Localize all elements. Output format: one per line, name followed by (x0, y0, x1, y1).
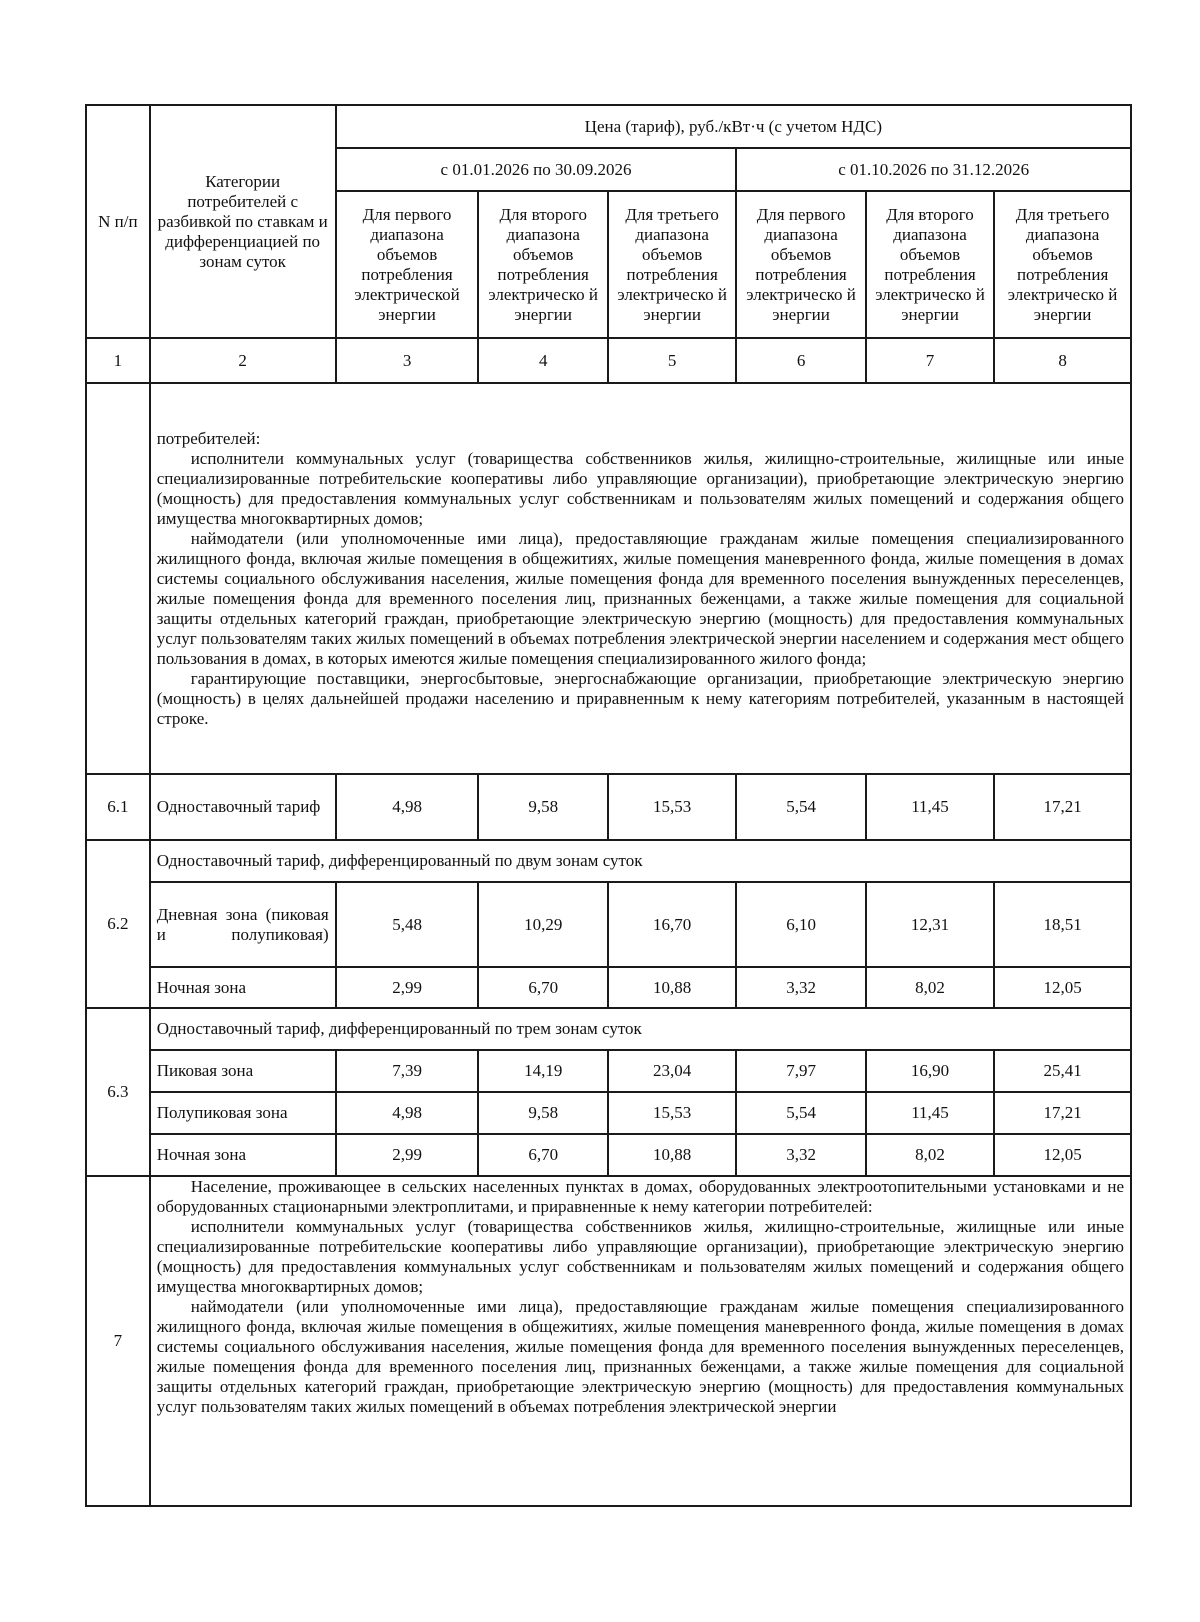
tariff-value: 11,45 (866, 1092, 994, 1134)
tariff-value: 15,53 (608, 1092, 736, 1134)
tariff-value: 8,02 (866, 1134, 994, 1176)
header-range-4: Для первого диапазона объемов потребления электрическо й энергии (736, 191, 865, 338)
tariff-value: 7,39 (336, 1050, 479, 1092)
tariff-value: 11,45 (866, 774, 994, 840)
tariff-value: 4,98 (336, 1092, 479, 1134)
tariff-value: 4,98 (336, 774, 479, 840)
tariff-value: 6,70 (478, 1134, 607, 1176)
row-num: 7 (86, 1176, 150, 1506)
row-label: Ночная зона (150, 967, 336, 1008)
tariff-value: 17,21 (994, 1092, 1131, 1134)
section-6-lead: потребителей: (156, 428, 261, 448)
column-index: 6 (736, 338, 865, 383)
row-label: Дневная зона (пиковая и полупиковая) (150, 882, 336, 967)
tariff-value: 23,04 (608, 1050, 736, 1092)
row-subtitle: Одноставочный тариф, дифференцированный по трем зонам суток (150, 1008, 1131, 1050)
row-num: 6.2 (86, 840, 150, 1008)
tariff-value: 5,48 (336, 882, 479, 967)
column-index: 5 (608, 338, 736, 383)
tariff-value: 16,90 (866, 1050, 994, 1092)
section-6-description (150, 383, 1131, 774)
header-range-5: Для второго диапазона объемов потребления электрическо й энергии (866, 191, 994, 338)
tariff-value: 18,51 (994, 882, 1131, 967)
header-period-1: с 01.01.2026 по 30.09.2026 (336, 148, 737, 191)
tariff-value: 16,70 (608, 882, 736, 967)
section-6-num-cell (86, 383, 150, 774)
tariff-value: 12,05 (994, 1134, 1131, 1176)
tariff-value: 12,05 (994, 967, 1131, 1008)
row-num: 6.3 (86, 1008, 150, 1176)
row-subtitle: Одноставочный тариф, дифференцированный по двум зонам суток (150, 840, 1131, 882)
tariff-value: 10,88 (608, 1134, 736, 1176)
header-category: Категории потребителей с разбивкой по ставкам и дифференциацией по зонам суток (150, 105, 336, 338)
tariff-value: 2,99 (336, 967, 479, 1008)
section-7-paragraph: исполнители коммунальных услуг (товарищества собственников жилья, жилищно-строительные, жилищные или иные специализированные потребительские кооперативы либо управляющие организации), приобретающие электрическую энергию (мощность) для предоставления коммунальных услуг собственникам и пользователям жилых помещений и содержания общего имущества многоквартирных домов; (156, 1217, 1124, 1296)
section-6-paragraph: наймодатели (или уполномоченные ими лица), предоставляющие гражданам жилые помещения специализированного жилищного фонда, включая жилые помещения в общежитиях, жилые помещения маневренного фонда, жилые помещения в домах системы социального обслуживания населения, жилые помещения фонда для временного поселения вынужденных переселенцев, жилые помещения фонда для временного поселения лиц, признанных беженцами, а также жилые помещения для социальной защиты отдельных категорий граждан, приобретающие электрическую энергию (мощность) для предоставления коммунальных услуг пользователям таких жилых помещений в объемах потребления электрической энергии населением и содержания мест общего пользования в домах, в которых имеются жилые помещения специализированного жилого фонда; (156, 528, 1124, 668)
tariff-value: 6,70 (478, 967, 607, 1008)
header-range-3: Для третьего диапазона объемов потребления электрическо й энергии (608, 191, 736, 338)
tariff-value: 2,99 (336, 1134, 479, 1176)
tariff-value: 14,19 (478, 1050, 607, 1092)
section-7-description (150, 1176, 1131, 1506)
column-index: 3 (336, 338, 479, 383)
tariff-value: 5,54 (736, 1092, 865, 1134)
column-index: 8 (994, 338, 1131, 383)
section-7-paragraph: наймодатели (или уполномоченные ими лица), предоставляющие гражданам жилые помещения специализированного жилищного фонда, включая жилые помещения в общежитиях, жилые помещения маневренного фонда, жилые помещения в домах системы социального обслуживания населения, жилые помещения фонда для временного поселения вынужденных переселенцев, жилые помещения фонда для временного поселения лиц, признанных беженцами, а также жилые помещения для социальной защиты отдельных категорий граждан, приобретающие электрическую энергию (мощность) для предоставления коммунальных услуг пользователям таких жилых помещений в объемах потребления электрической энергии (156, 1297, 1124, 1416)
tariff-value: 10,88 (608, 967, 736, 1008)
column-index: 7 (866, 338, 994, 383)
tariff-value: 8,02 (866, 967, 994, 1008)
tariff-table (85, 104, 1132, 1507)
section-7-paragraph: Население, проживающее в сельских населенных пунктах в домах, оборудованных электроотопительными установками и не оборудованных стационарными электроплитами, и приравненные к нему категории потребителей: (156, 1177, 1124, 1216)
row-label: Одноставочный тариф (150, 774, 336, 840)
column-index: 4 (478, 338, 607, 383)
header-num: N п/п (86, 105, 150, 338)
tariff-value: 9,58 (478, 1092, 607, 1134)
tariff-value: 9,58 (478, 774, 607, 840)
row-label: Полупиковая зона (150, 1092, 336, 1134)
tariff-value: 15,53 (608, 774, 736, 840)
tariff-value: 3,32 (736, 1134, 865, 1176)
header-range-6: Для третьего диапазона объемов потребления электрическо й энергии (994, 191, 1131, 338)
tariff-value: 5,54 (736, 774, 865, 840)
tariff-value: 10,29 (478, 882, 607, 967)
header-period-2: с 01.10.2026 по 31.12.2026 (736, 148, 1131, 191)
tariff-value: 3,32 (736, 967, 865, 1008)
row-label: Ночная зона (150, 1134, 336, 1176)
tariff-value: 6,10 (736, 882, 865, 967)
column-index: 2 (150, 338, 336, 383)
tariff-value: 12,31 (866, 882, 994, 967)
tariff-value: 25,41 (994, 1050, 1131, 1092)
row-label: Пиковая зона (150, 1050, 336, 1092)
section-6-paragraph: исполнители коммунальных услуг (товарищества собственников жилья, жилищно-строительные, жилищные или иные специализированные потребительские кооперативы либо управляющие организации), приобретающие электрическую энергию (мощность) для предоставления коммунальных услуг собственникам и пользователям жилых помещений и содержания общего имущества многоквартирных домов; (156, 448, 1124, 528)
section-6-paragraph: гарантирующие поставщики, энергосбытовые, энергоснабжающие организации, приобретающие электрическую энергию (мощность) в целях дальнейшей продажи населению и приравненным к нему категориям потребителей, указанным в настоящей строке. (156, 668, 1124, 728)
tariff-value: 17,21 (994, 774, 1131, 840)
tariff-value: 7,97 (736, 1050, 865, 1092)
row-num: 6.1 (86, 774, 150, 840)
header-price-title: Цена (тариф), руб./кВт·ч (с учетом НДС) (336, 105, 1131, 148)
column-index: 1 (86, 338, 150, 383)
header-range-2: Для второго диапазона объемов потребления электрическо й энергии (478, 191, 607, 338)
header-range-1: Для первого диапазона объемов потребления электрической энергии (336, 191, 479, 338)
